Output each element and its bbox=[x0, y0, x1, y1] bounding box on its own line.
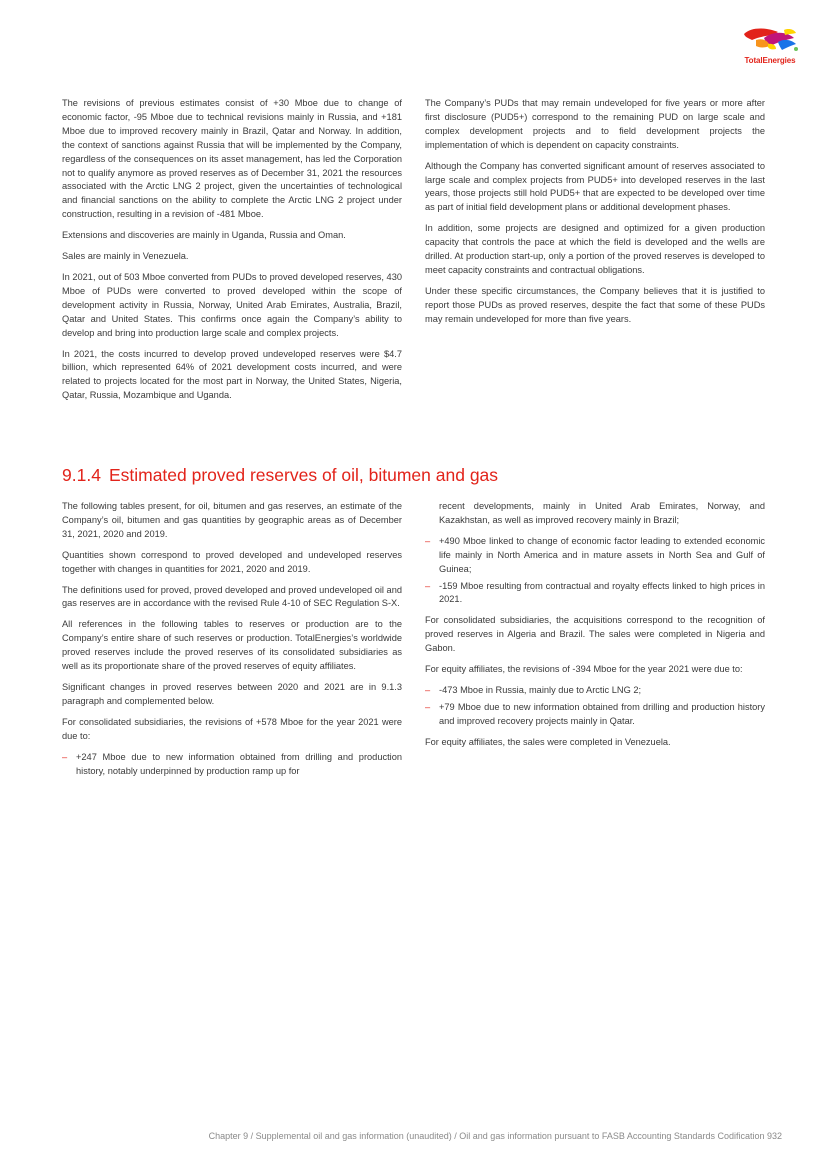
dash-bullet: – bbox=[425, 535, 431, 546]
logo-wordmark: TotalEnergies bbox=[744, 56, 796, 65]
paragraph: In addition, some projects are designed and optimized for a given production capacity that controls the pace at which the field is developed and the wells are drilled. At production start-up, only a portion of the proved reserves is developed to meet capacity constraints and contractual obligations. bbox=[425, 223, 765, 275]
paragraph: In 2021, the costs incurred to develop proved undeveloped reserves were $4.7 billion, which represented 64% of 2021 development costs incurred, and were related to projects located for the most part in Norway, the United States, Nigeria, Qatar, Russia, Mozambique and Uganda. bbox=[62, 348, 402, 401]
list-item-text: +490 Mboe linked to change of economic factor leading to extended economic life mainly in North America and in mature assets in North Sea and Gulf of Guinea; bbox=[439, 535, 765, 574]
bullet-list bbox=[425, 535, 765, 608]
paragraph: The definitions used for proved, proved developed and proved undeveloped oil and gas reserves are in accordance with the revised Rule 4-10 of SEC Regulation S-X. bbox=[62, 584, 402, 609]
list-item bbox=[62, 751, 402, 779]
paragraph: Under these specific circumstances, the Company believes that it is justified to report those PUDs as proved reserves, despite the fact that some of these PUDs may remain undeveloped for more than five years. bbox=[425, 285, 765, 324]
paragraph: The revisions of previous estimates consist of +30 Mboe due to change of economic factor, -95 Mboe due to technical revisions mainly in Russia, and +181 Mboe due to improved recovery mainly in Brazil, Qatar and Norway. In addition, the context of sanctions against Russia that will be implemented by the Company, regardless of the consequences on its asset management, has led the Corporation not to qualify anymore as proved reserves as of December 31, 2021 the resources associated with the Arctic LNG 2 project, given the uncertainties of technological and financial sanctions on the ability to complete the Arctic LNG 2 project under construction, resulting in a revision of -481 Mboe. bbox=[62, 98, 402, 220]
list-item-text: -159 Mboe resulting from contractual and royalty effects linked to high prices in 2021. bbox=[439, 580, 765, 605]
paragraph: The following tables present, for oil, bitumen and gas reserves, an estimate of the Company’s oil, bitumen and gas quantities by geographic areas as of December 31, 2021, 2020 and 2019. bbox=[62, 501, 402, 539]
paragraph: Although the Company has converted significant amount of reserves associated to large scale and complex projects from PUD5+ into developed reserves in the last years, those projects still hold PUD5+ that are expected to be developed over time as part of initial field development plans or additional development phases. bbox=[425, 160, 765, 213]
paragraph: Extensions and discoveries are mainly in Uganda, Russia and Oman. bbox=[62, 230, 346, 241]
list-item-text: -473 Mboe in Russia, mainly due to Arctic LNG 2; bbox=[439, 684, 642, 695]
paragraph: For consolidated subsidiaries, the acquisitions correspond to the recognition of proved reserves in Algeria and Brazil. The sales were completed in Nigeria and Gabon. bbox=[425, 615, 765, 654]
list-item-text: +79 Mboe due to new information obtained from drilling and production history and improved recovery projects mainly in Qatar. bbox=[439, 701, 765, 726]
paragraph: The Company’s PUDs that may remain undeveloped for five years or more after first disclosure (PUD5+) correspond to the remaining PUD on large scale and complex development projects and to field development projects the implementation of which is dependent on capacity constraints. bbox=[425, 98, 765, 150]
paragraph: Quantities shown correspond to proved developed and undeveloped reserves together with changes in quantities for 2021, 2020 and 2019. bbox=[62, 549, 402, 574]
bullet-list bbox=[62, 751, 402, 779]
paragraph: Significant changes in proved reserves between 2020 and 2021 are in 9.1.3 paragraph and complemented below. bbox=[62, 681, 402, 706]
list-item bbox=[425, 684, 765, 698]
list-item bbox=[425, 580, 765, 608]
paragraph: For equity affiliates, the revisions of -394 Mboe for the year 2021 were due to: bbox=[425, 664, 743, 675]
list-item-continuation: recent developments, mainly in United Arab Emirates, Norway, and Kazakhstan, as well as improved recovery mainly in Brazil; bbox=[439, 501, 765, 525]
bullet-list bbox=[425, 684, 765, 729]
dash-bullet: – bbox=[425, 580, 431, 591]
list-item bbox=[425, 535, 765, 577]
dash-bullet: – bbox=[425, 684, 431, 695]
company-logo bbox=[738, 24, 802, 70]
section-title: Estimated proved reserves of oil, bitumen and gas bbox=[108, 465, 499, 485]
list-item-text: +247 Mboe due to new information obtained from drilling and production history, notably underpinned by production ramp up for bbox=[76, 751, 402, 776]
list-item bbox=[425, 701, 765, 729]
paragraph: For consolidated subsidiaries, the revisions of +578 Mboe for the year 2021 were due to: bbox=[62, 716, 402, 741]
page-footer: Chapter 9 / Supplemental oil and gas information (unaudited) / Oil and gas information pursuant to FASB Accounting Standards Codification 932 bbox=[208, 1131, 782, 1141]
text-column-top-left bbox=[62, 97, 402, 410]
totalenergies-logo-icon bbox=[738, 24, 802, 56]
paragraph: All references in the following tables to reserves or production are to the Company’s entire share of such reserves or production. TotalEnergies’s worldwide proved reserves include the proved reserves of its consolidated subsidiaries as well as its proportionate share of the proved reserves of equity affiliates. bbox=[62, 619, 402, 672]
section-number: 9.1.4 bbox=[62, 465, 101, 485]
paragraph: In 2021, out of 503 Mboe converted from PUDs to proved developed reserves, 430 Mboe of PUDs were converted to proved developed within the scope of development activity in Russia, Norway, United Arab Emirates, Australia, Brazil, Qatar and United States. This confirms once again the Company’s ability to develop and bring into production large scale and complex projects. bbox=[62, 271, 402, 338]
dash-bullet: – bbox=[425, 701, 431, 712]
paragraph: Sales are mainly in Venezuela. bbox=[62, 251, 189, 262]
dash-bullet: – bbox=[62, 751, 68, 762]
section-heading bbox=[62, 465, 498, 486]
text-column-top-right bbox=[425, 97, 765, 334]
paragraph: For equity affiliates, the sales were completed in Venezuela. bbox=[425, 736, 671, 747]
text-column-bottom-right bbox=[425, 500, 765, 757]
text-column-bottom-left bbox=[62, 500, 402, 785]
